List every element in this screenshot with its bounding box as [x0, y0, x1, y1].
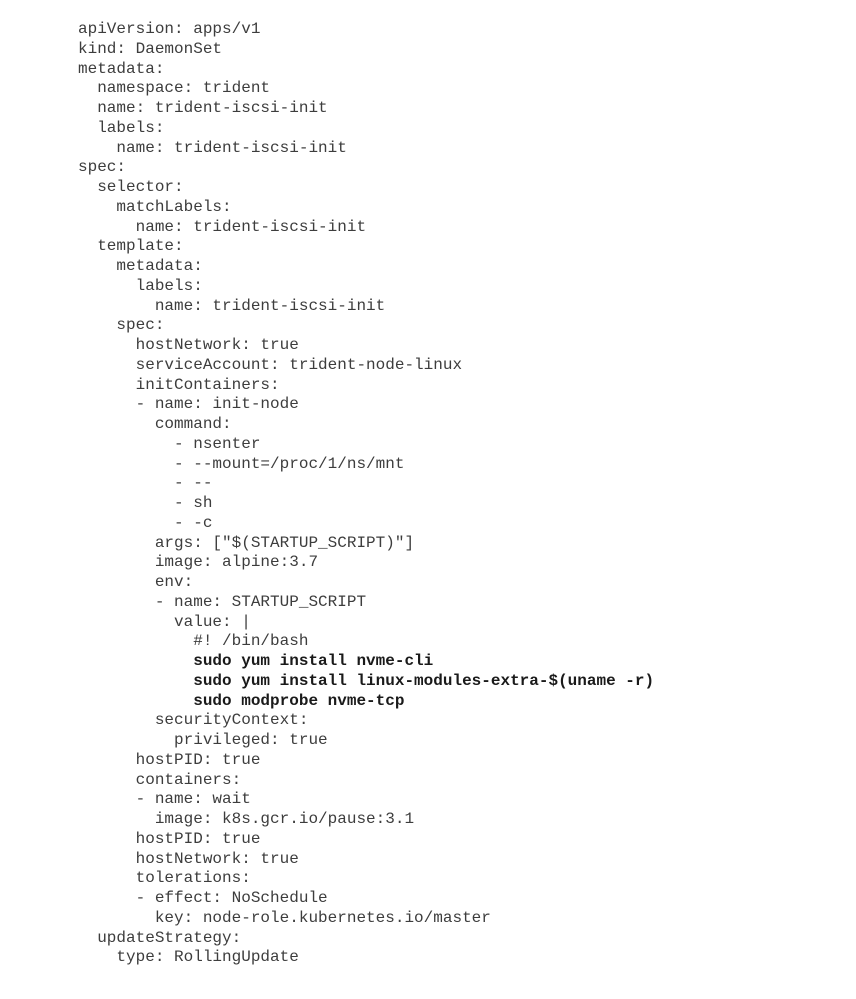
code-line: name: trident-iscsi-init	[78, 217, 367, 236]
code-line: - name: wait	[78, 790, 251, 809]
code-line: env:	[78, 573, 194, 591]
code-line: sudo yum install nvme-cli	[78, 652, 434, 670]
code-line: - --mount=/proc/1/ns/mnt	[78, 454, 405, 473]
code-line: privileged: true	[78, 731, 328, 749]
code-line: containers:	[78, 770, 242, 789]
code-line: name: trident-iscsi-init	[78, 296, 386, 315]
code-line: hostNetwork: true	[78, 336, 299, 354]
code-line: - sh	[78, 494, 213, 512]
code-line: hostPID: true	[78, 829, 261, 848]
code-line: command:	[78, 415, 232, 433]
code-line: apiVersion: apps/v1	[78, 20, 261, 38]
code-line: name: trident-iscsi-init	[78, 99, 328, 117]
code-line: spec:	[78, 316, 165, 335]
code-line: name: trident-iscsi-init	[78, 138, 347, 157]
code-line: sudo yum install linux-modules-extra-$(uname -r)	[78, 671, 655, 690]
code-line: image: k8s.gcr.io/pause:3.1	[78, 810, 415, 828]
code-line: serviceAccount: trident-node-linux	[78, 355, 463, 374]
yaml-manifest	[78, 20, 654, 968]
code-line: args: ["$(STARTUP_SCRIPT)"]	[78, 533, 415, 552]
code-line: - name: init-node	[78, 395, 299, 414]
code-line: labels:	[78, 118, 165, 137]
code-line: sudo modprobe nvme-tcp	[78, 691, 405, 710]
code-line: - nsenter	[78, 434, 261, 453]
code-line: value: |	[78, 612, 251, 631]
code-line: metadata:	[78, 59, 165, 78]
code-line: hostNetwork: true	[78, 849, 299, 868]
code-line: hostPID: true	[78, 750, 261, 769]
code-line: type: RollingUpdate	[78, 948, 299, 967]
code-line: matchLabels:	[78, 197, 232, 216]
code-line: namespace: trident	[78, 79, 271, 98]
code-line: image: alpine:3.7	[78, 553, 319, 572]
code-line: - --	[78, 474, 213, 493]
code-line: - -c	[78, 513, 213, 532]
code-line: metadata:	[78, 257, 203, 275]
code-line: key: node-role.kubernetes.io/master	[78, 908, 491, 927]
code-line: - effect: NoSchedule	[78, 889, 328, 907]
code-line: labels:	[78, 276, 203, 295]
code-line: #! /bin/bash	[78, 632, 309, 651]
code-line: securityContext:	[78, 711, 309, 730]
code-line: - name: STARTUP_SCRIPT	[78, 592, 367, 611]
code-line: updateStrategy:	[78, 928, 242, 947]
code-line: initContainers:	[78, 375, 280, 394]
code-line: selector:	[78, 178, 184, 196]
code-line: spec:	[78, 158, 127, 177]
code-line: kind: DaemonSet	[78, 39, 223, 58]
code-line: template:	[78, 237, 184, 256]
code-line: tolerations:	[78, 869, 251, 888]
